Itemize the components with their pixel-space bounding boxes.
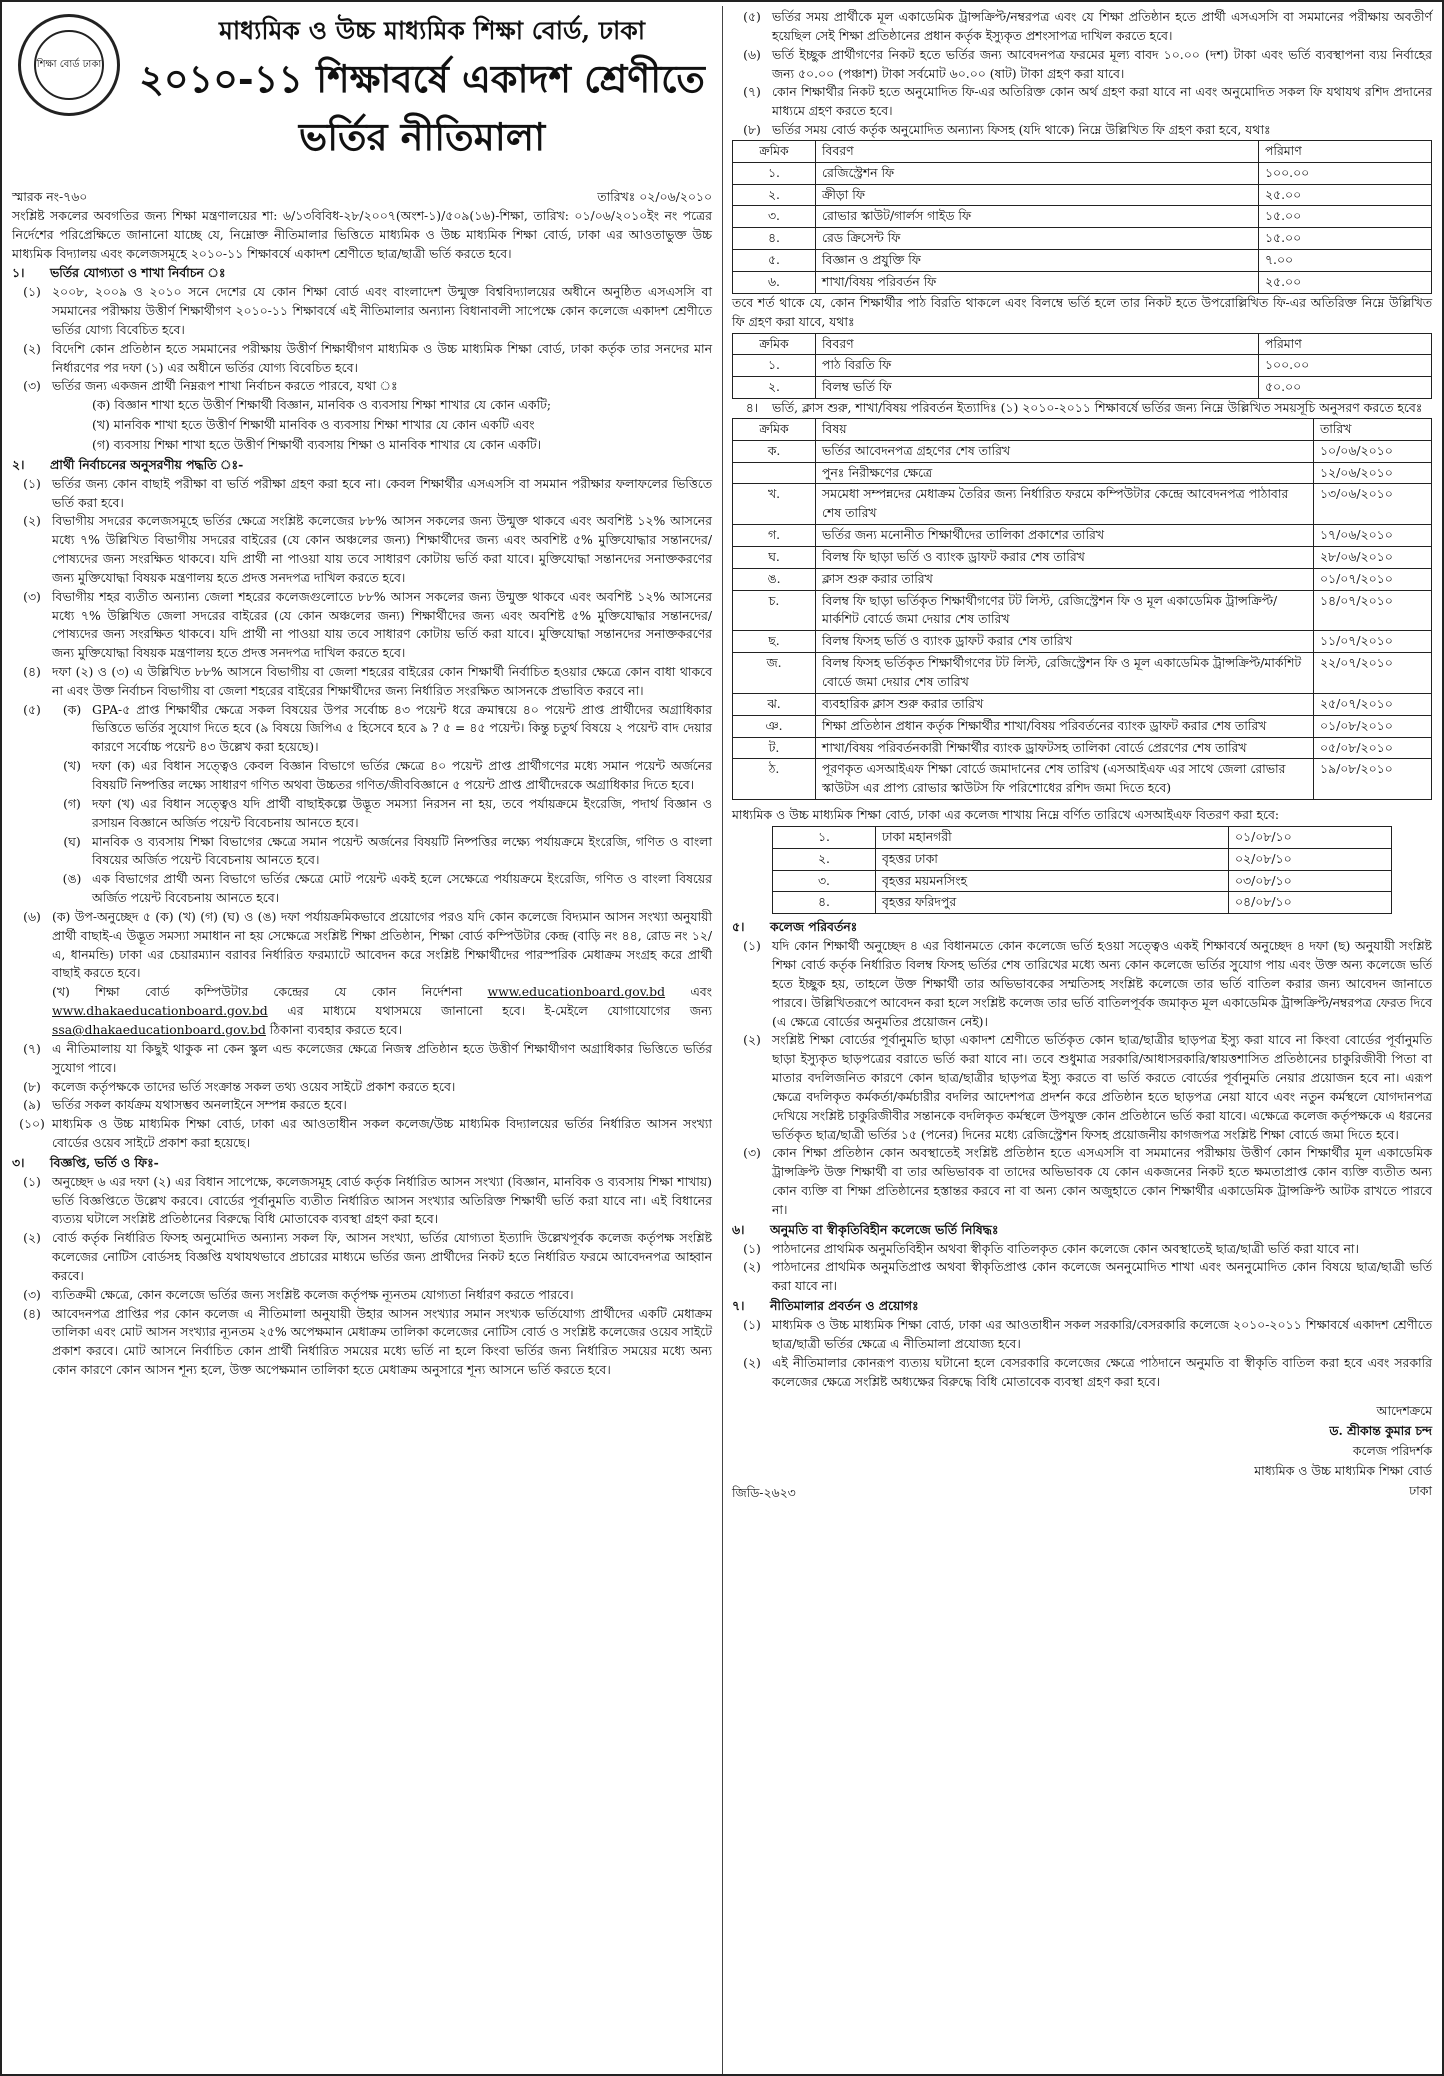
table-row — [773, 892, 1392, 914]
list-item — [12, 512, 712, 587]
title-line-1: ২০১০-১১ শিক্ষাবর্ষে একাদশ শ্রেণীতে — [139, 56, 705, 101]
list-item — [12, 1286, 712, 1305]
item-6b-text-2: এর মাধ্যমে যথাসময়ে জানানো হবে। ই-মেইলে যোগাযোগের জন্য — [287, 1003, 712, 1019]
section-6-heading — [732, 1221, 1432, 1240]
table-cell: ১৫.০০ — [1259, 206, 1432, 228]
list-item — [12, 1173, 712, 1230]
table-row — [773, 870, 1392, 892]
sub-item — [52, 833, 712, 871]
item-number: (৮) — [743, 122, 761, 138]
order-text: আদেশক্রমে — [1376, 1403, 1432, 1419]
table-row — [733, 228, 1432, 250]
table-cell: বিলম্ব ভর্তি ফি — [816, 377, 1259, 399]
section-2-item-6 — [12, 908, 712, 1040]
column-header: ক্রমিক — [733, 140, 816, 162]
table-row — [733, 759, 1432, 800]
list-item — [12, 663, 712, 701]
item-text: বিভাগীয় শহর ব্যতীত অন্যান্য জেলা শহরের কলেজগুলোতে ৮৮% আসন সকলের জন্য উন্মুক্ত থাকবে এবং অবশিষ্ট ১২% আসনের মধ্যে ৭% উল্লিখিত জেলা সদরের বাইরের (যে কোন অঞ্চলের জন্য) শিক্ষার্থীদের জন্য এবং অবশিষ্ট ৫% মুক্তিযোদ্ধার সন্তানদের/পোষ্যদের জন্য সংরক্ষিত থাকবে। যদি প্রার্থী না পাওয়া যায় তবে সাধারণ কোটায় ভর্তি করা যাবে। মুক্তিযোদ্ধা সন্তানদের সনাক্তকরণের জন্য মুক্তিযোদ্ধা বিষয়ক মন্ত্রণালয় হতে প্রদত্ত সনদপত্র দাখিল করতে হবে। — [52, 588, 712, 661]
table-cell: ট. — [733, 737, 816, 759]
item-number: (৯) — [23, 1097, 41, 1113]
item-text: ২০০৮, ২০০৯ ও ২০১০ সনে দেশের যে কোন শিক্ষা বোর্ড এবং বাংলাদেশ উন্মুক্ত বিশ্ববিদ্যালয়ের অধীনে অনুষ্ঠিত এসএসসি বা সমমানের পরীক্ষায় উত্তীর্ণ শিক্ষার্থীগণ ২০১০-১১ শিক্ষাবর্ষে এই নীতিমালার অন্যান্য বিধানাবলী সাপেক্ষে কোন কলেজে একাদশ শ্রেণীতে ভর্তির যোগ্য বিবেচিত হবে। — [52, 284, 712, 337]
table-cell: ০১/০৮/২০১০ — [1314, 715, 1432, 737]
section-4-heading — [732, 399, 1432, 418]
list-item — [732, 1354, 1432, 1392]
table-cell: খ. — [733, 484, 816, 525]
table-cell: শিক্ষা প্রতিষ্ঠান প্রধান কর্তৃক শিক্ষার্থীর শাখা/বিষয় পরিবর্তনের ব্যাংক ড্রাফট করার শেষ তারিখ — [816, 715, 1314, 737]
table-cell: ১৯/০৮/২০১০ — [1314, 759, 1432, 800]
item-number: (৭) — [743, 84, 761, 100]
table-row — [733, 206, 1432, 228]
item-text: মাধ্যমিক ও উচ্চ মাধ্যমিক শিক্ষা বোর্ড, ঢাকা এর আওতাধীন সকল সরকারি/বেসরকারি কলেজে ২০১০-২০১১ শিক্ষাবর্ষে একাদশ শ্রেণীতে ছাত্র/ছাত্রী ভর্তির ক্ষেত্রে এ নীতিমালা প্রযোজ্য হবে। — [772, 1317, 1432, 1351]
header — [12, 8, 712, 186]
memo-line — [12, 188, 712, 207]
title-line-2: ভর্তির নীতিমালা — [298, 114, 546, 159]
dhakaeducationboard-link[interactable]: www.dhakaeducationboard.gov.bd — [52, 1003, 268, 1019]
table-row — [773, 826, 1392, 848]
table-row — [733, 184, 1432, 206]
list-item — [12, 1078, 712, 1097]
table-row — [733, 271, 1432, 293]
table-cell — [733, 462, 816, 484]
list-item — [732, 1031, 1432, 1144]
table-cell: রোভার স্কাউট/গার্লস গাইড ফি — [816, 206, 1259, 228]
item-text: GPA-৫ প্রাপ্ত শিক্ষার্থীর ক্ষেত্রে সকল বিষয়ের উপর সর্বোচ্চ ৪৩ পয়েন্ট ধরে ক্রমান্বয়ে ৪০ পয়েন্ট প্রাপ্ত প্রার্থীদের অগ্রাধিকার ভিত্তিতে ভর্তির সুযোগ দিতে হবে (৯ বিষয়ে জিপিএ ৫ হিসেবে হবে ৯ ? ৫ = ৪৫ পয়েন্ট। কিন্তু চতুর্থ বিষয়ে ২ পয়েন্ট বাদ দেয়ার কারণে সর্বোচ্চ পয়েন্ট ৪৩ উল্লেখ করা হয়েছে)। — [92, 701, 712, 755]
table-row — [733, 631, 1432, 653]
table-cell: ১. — [733, 162, 816, 184]
table-cell: ৬. — [733, 271, 816, 293]
sif-table-body — [773, 826, 1392, 913]
section-7-heading — [732, 1297, 1432, 1316]
table-cell: ৪. — [733, 228, 816, 250]
table-cell: ১৩/০৬/২০১০ — [1314, 484, 1432, 525]
item-number: (গ) — [63, 795, 81, 811]
item-number: (১) — [23, 1173, 41, 1189]
list-item — [12, 1115, 712, 1153]
table-cell: শাখা/বিষয় পরিবর্তনকারী শিক্ষার্থীর ব্যাংক ড্রাফটসহ তালিকা বোর্ডে প্রেরণের শেষ তারিখ — [816, 737, 1314, 759]
section-title: বিজ্ঞপ্তি, ভর্তি ও ফিঃ- — [50, 1154, 159, 1170]
table-cell: ২. — [773, 848, 876, 870]
extra-fee-table — [732, 333, 1432, 400]
list-item — [12, 340, 712, 378]
table-cell: শাখা/বিষয় পরিবর্তন ফি — [816, 271, 1259, 293]
list-item — [732, 937, 1432, 1031]
item-number: (৬) — [743, 46, 761, 62]
section-6-items — [732, 1240, 1432, 1297]
table-cell: ৪. — [773, 892, 876, 914]
table-row — [733, 737, 1432, 759]
section-1-items — [12, 283, 712, 396]
table-cell: ১৫.০০ — [1259, 228, 1432, 250]
item-text: আবেদনপত্র প্রাপ্তির পর কোন কলেজ এ নীতিমালা অনুযায়ী উহার আসন সংখ্যার সমান সংখ্যক ভর্তিযোগ্য প্রার্থীদের একটি মেধাক্রম তালিকা এবং মোট আসন সংখ্যার ন্যূনতম ২৫% অপেক্ষমান মেধাক্রম তালিকা কলেজের নোটিস বোর্ড ও সংশ্লিষ্ট কলেজের ওয়েব সাইটে প্রকাশ করবে। মোট আসনে নির্বাচিত কোন প্রার্থী নির্ধারিত সময়ের মধ্যে ভর্তি না হলে কিংবা ভর্তির জন্য নির্ধারিত সময়ের মধ্যে অন্য কোন কারণে কোন আসন শূন্য হলে, উক্ত অপেক্ষমান তালিকা হতে মেধাক্রম অনুসারে শূন্য আসনে ভর্তি করতে হবে। — [52, 1305, 712, 1378]
item-text: পাঠদানের প্রাথমিক অনুমতিপ্রাপ্ত অথবা স্বীকৃতিপ্রাপ্ত কোন কলেজে অননুমোদিত শাখা এবং অননুমোদিত কোন বিষয়ে ছাত্র/ছাত্রী ভর্তি করা যাবে না। — [772, 1259, 1432, 1294]
section-title: ভর্তির যোগ্যতা ও শাখা নির্বাচন ঃ — [50, 265, 226, 281]
item-number: (৪) — [23, 664, 41, 680]
item-number: (ক) — [62, 701, 82, 717]
item-number: (ঘ) — [63, 833, 81, 849]
item-text: ভর্তির সময় বোর্ড কর্তৃক অনুমোদিত অন্যান্য ফিসহ (যদি থাকে) নিম্নে উল্লিখিত ফি গ্রহণ করা হবে, যথাঃ — [772, 122, 1271, 138]
item-number: (১) — [23, 284, 41, 300]
column-header: ক্রমিক — [733, 418, 816, 440]
table-cell: রেজিস্ট্রেশন ফি — [816, 162, 1259, 184]
table-cell: বৃহত্তর ঢাকা — [876, 848, 1229, 870]
column-divider — [722, 6, 723, 2074]
section-2-items — [12, 475, 712, 701]
section-3-items-continued — [732, 8, 1432, 140]
item-text: মানবিক ও ব্যবসায় শিক্ষা বিভাগের ক্ষেত্রে সমান পয়েন্ট অর্জনের বিষয়টি নিষ্পত্তির লক্ষ্যে পর্যায়ক্রমে ইংরেজি, গণিত ও বাংলা বিষয়ের অর্জিত পয়েন্ট বিবেচনায় আনতে হবে। — [92, 833, 712, 868]
item-text: দফা (খ) এর বিধান সত্ত্বেও যদি প্রার্থী বাছাইকল্পে উদ্ভূত সমস্যা নিরসন না হয়, তবে পর্যায়ক্রমে ইংরেজি, পদার্থ বিজ্ঞান ও রসায়ন বিজ্ঞানে অর্জিত পয়েন্ট বিবেচনায় আনতে হবে। — [92, 795, 712, 830]
item-text: যদি কোন শিক্ষার্থী অনুচ্ছেদ ৪ এর বিধানমতে কোন কলেজে ভর্তি হওয়া সত্ত্বেও একই শিক্ষাবর্ষে অনুচ্ছেদ ৪ দফা (ছ) অনুযায়ী সংশ্লিষ্ট শিক্ষা বোর্ড কর্তৃক নির্ধারিত বিলম্ব ফিসহ ভর্তির শেষ তারিখের মধ্যে অন্য কোন কলেজে ভর্তির সুযোগ পায় এবং উক্ত অন্য কলেজে ভর্তি হতে ইচ্ছুক হয়, তাহলে উক্ত শিক্ষার্থী তার অভিভাবকের সম্মতিসহ সংশ্লিষ্ট কলেজে তার ভর্তি বাতিল করার জন্য আবেদন জানাতে পারবে। উল্লিখিতরূপে আবেদন করা হলে সংশ্লিষ্ট কলেজ তার ভর্তি বাতিলপূর্বক জমাকৃত মূল একাডেমিক ট্রান্সক্রিপ্ট/নম্বরপত্র ফেরত দিবে (এ ক্ষেত্রে বোর্ডের অনুমতির প্রয়োজন নেই)। — [772, 938, 1432, 1029]
table-cell: ০৩/০৮/১০ — [1229, 870, 1392, 892]
item-text: কলেজ কর্তৃপক্ষকে তাদের ভর্তি সংক্রান্ত সকল তথ্য ওয়েব সাইটে প্রকাশ করতে হবে। — [52, 1078, 456, 1094]
table-row — [733, 590, 1432, 631]
table-cell: ১০০.০০ — [1259, 162, 1432, 184]
item-number: (৫) — [23, 701, 41, 717]
memo-date: তারিখঃ ০২/০৬/২০১০ — [597, 189, 712, 204]
section-number: ২। — [12, 456, 25, 472]
table-cell: ০১/০৮/১০ — [1229, 826, 1392, 848]
table-cell: ঘ. — [733, 546, 816, 568]
schedule-table-body — [733, 440, 1432, 799]
list-item — [12, 1229, 712, 1286]
item-number: (খ) — [63, 758, 81, 774]
table-cell: ২. — [733, 377, 816, 399]
fee-table — [732, 140, 1432, 294]
table-row — [733, 462, 1432, 484]
section-title: কলেজ পরিবর্তনঃ — [770, 919, 858, 935]
table-cell: ৩. — [733, 206, 816, 228]
item-number: (৬) — [23, 908, 41, 924]
section-4-text: ভর্তি, ক্লাস শুরু, শাখা/বিষয় পরিবর্তন ইত্যাদিঃ (১) ২০১০-২০১১ শিক্ষাবর্ষে ভর্তির জন্য নিম্নে উল্লিখিত সময়সূচি অনুসরণ করতে হবেঃ — [772, 400, 1423, 416]
table-row — [733, 355, 1432, 377]
item-number: (৮) — [23, 1078, 41, 1094]
list-item — [732, 8, 1432, 46]
table-cell: ০৪/০৮/১০ — [1229, 892, 1392, 914]
column-header: পরিমাণ — [1259, 140, 1432, 162]
item-6b-text: (খ) শিক্ষা বোর্ড কম্পিউটার কেন্দ্রের যে কোন নির্দেশনা — [52, 984, 463, 1000]
fee-table-body — [733, 162, 1432, 293]
section-7-items — [732, 1316, 1432, 1391]
table-cell: বিজ্ঞান ও প্রযুক্তি ফি — [816, 250, 1259, 272]
list-item — [732, 1316, 1432, 1354]
table-cell: ২৮/০৬/২০১০ — [1314, 546, 1432, 568]
section-number: ৩। — [12, 1154, 25, 1170]
table-cell: ২. — [733, 184, 816, 206]
fee-note: তবে শর্ত থাকে যে, কোন শিক্ষার্থীর পাঠ বিরতি থাকলে এবং বিলম্বে ভর্তি হলে তার নিকট হতে উপরোল্লিখিত ফি-এর অতিরিক্ত নিম্নে উল্লিখিত ফি গ্রহণ করা যাবে, যথাঃ — [732, 294, 1432, 329]
table-row — [733, 525, 1432, 547]
table-cell: সমমেধা সম্পন্নদের মেধাক্রম তৈরির জন্য নির্ধারিত ফরমে কম্পিউটার কেন্দ্রে আবেদনপত্র পাঠাবার শেষ তারিখ — [816, 484, 1314, 525]
table-cell: পুনঃ নিরীক্ষণের ক্ষেত্রে — [816, 462, 1314, 484]
table-row — [733, 715, 1432, 737]
table-cell: ১০০.০০ — [1259, 355, 1432, 377]
sub-item — [52, 795, 712, 833]
table-cell: ক্রীড়া ফি — [816, 184, 1259, 206]
table-cell: বৃহত্তর ময়মনসিংহ — [876, 870, 1229, 892]
list-item — [12, 1096, 712, 1115]
section-1-heading — [12, 264, 712, 283]
section-2-item-5-subitems — [12, 701, 712, 908]
item-text: এক বিভাগের প্রার্থী অন্য বিভাগে ভর্তির ক্ষেত্রে মোট পয়েন্ট একই হলে সেক্ষেত্রে পর্যায়ক্রমে ইংরেজি, গণিত ও বাংলা বিষয়ের অর্জিত পয়েন্ট বিবেচনায় আনতে হবে। — [92, 871, 712, 906]
table-cell: ছ. — [733, 631, 816, 653]
branch-item: (গ) ব্যবসায় শিক্ষা শাখা হতে উত্তীর্ণ শিক্ষার্থী ব্যবসায় শিক্ষা ও মানবিক শাখার যে কোন একটি। — [92, 436, 542, 452]
list-item — [12, 1040, 712, 1078]
item-number: (৫) — [743, 9, 761, 24]
table-cell: ৭.০০ — [1259, 250, 1432, 272]
item-text: ভর্তির সকল কার্যক্রম যথাসম্ভব অনলাইনে সম্পন্ন করতে হবে। — [52, 1097, 347, 1113]
item-text: ভর্তির জন্য একজন প্রার্থী নিম্নরূপ শাখা নির্বাচন করতে পারবে, যথা ঃ — [52, 378, 398, 394]
table-cell: রেড ক্রিসেন্ট ফি — [816, 228, 1259, 250]
intro-paragraph: সংশ্লিষ্ট সকলের অবগতির জন্য শিক্ষা মন্ত্রণালয়ের শা: ৬/১৩বিবিধ-২৮/২০০৭(অংশ-১)/৫০৯(১৬)-শিক্ষা, তারিখ: ০১/০৬/২০১০ইং নং পত্রের নির্দেশের পরিপ্রেক্ষিতে জানানো যাচ্ছে যে, নিম্নোক্ত নীতিমালার ভিত্তিতে মাধ্যমিক ও উচ্চ মাধ্যমিক শিক্ষা বোর্ড, ঢাকা এর আওতাভুক্ত উচ্চ মাধ্যমিক বিদ্যালয় এবং কলেজসমূহে ২০১০-১১ শিক্ষাবর্ষে একাদশ শ্রেণীতে ছাত্র/ছাত্রী ভর্তি করতে হবে। — [12, 207, 712, 261]
item-number: (২) — [743, 1032, 761, 1048]
extra-fee-table-header — [733, 333, 1432, 355]
item-number: (২) — [23, 513, 41, 529]
table-cell: পাঠ বিরতি ফি — [816, 355, 1259, 377]
table-cell: ঞ. — [733, 715, 816, 737]
list-item — [12, 377, 712, 396]
table-row — [733, 693, 1432, 715]
item-number: (১) — [23, 475, 41, 491]
item-text: বিদেশি কোন প্রতিষ্ঠান হতে সমমানের পরীক্ষায় উত্তীর্ণ শিক্ষার্থীগণ মাধ্যমিক ও উচ্চ মাধ্যমিক শিক্ষা বোর্ড, ঢাকা কর্তৃক তার সনদের মান নির্ধারণের পর দফা (১) এর অধীনে ভর্তির যোগ্য বিবেচিত হবে। — [52, 340, 712, 375]
item-number: (৩) — [23, 1286, 41, 1302]
table-row — [733, 162, 1432, 184]
extra-fee-table-body — [733, 355, 1432, 399]
signatory-name: ড. শ্রীকান্ত কুমার চন্দ — [1329, 1423, 1432, 1439]
table-cell: ০১/০৭/২০১০ — [1314, 568, 1432, 590]
section-3-heading — [12, 1154, 712, 1173]
item-number: (১০) — [19, 1116, 45, 1132]
table-cell: ১২/০৬/২০১০ — [1314, 462, 1432, 484]
list-item — [732, 46, 1432, 84]
branch-item: (ক) বিজ্ঞান শাখা হতে উত্তীর্ণ শিক্ষার্থী বিজ্ঞান, মানবিক ও ব্যবসায় শিক্ষা শাখার যে কোন একটি; — [92, 397, 552, 413]
item-text: এই নীতিমালার কোনরূপ ব্যত্যয় ঘটানো হলে বেসরকারি কলেজের ক্ষেত্রে পাঠদানে অনুমতি বা স্বীকৃতি বাতিল করা হবে এবং সরকারি কলেজের ক্ষেত্রে সংশ্লিষ্ট অধ্যক্ষের বিরুদ্ধে বিধি মোতাবেক ব্যবস্থা গ্রহণ করা হবে। — [772, 1354, 1432, 1389]
section-title: নীতিমালার প্রবর্তন ও প্রয়োগঃ — [770, 1298, 919, 1314]
item-text: ভর্তির সময় প্রার্থীকে মূল একাডেমিক ট্রান্সক্রিপ্ট/নম্বরপত্র এবং যে শিক্ষা প্রতিষ্ঠান হতে প্রার্থী এসএসসি বা সমমানের পরীক্ষায় অবতীর্ণ হয়েছিল সেই শিক্ষা প্রতিষ্ঠানের প্রধান কর্তৃক ইস্যুকৃত প্রশংসাপত্র দাখিল করতে হবে। — [772, 9, 1432, 43]
branch-list — [92, 396, 712, 455]
item-number: (৩) — [743, 1145, 761, 1161]
table-row — [733, 653, 1432, 694]
table-cell: ২৫.০০ — [1259, 184, 1432, 206]
item-number: (৩) — [23, 588, 41, 604]
sub-item — [52, 701, 712, 758]
sif-note: মাধ্যমিক ও উচ্চ মাধ্যমিক শিক্ষা বোর্ড, ঢাকা এর কলেজ শাখায় নিম্নে বর্ণিত তারিখে এসআইএফ বিতরণ করা হবে: — [732, 807, 1280, 823]
table-cell: ভর্তির জন্য মনোনীত শিক্ষার্থীদের তালিকা প্রকাশের তারিখ — [816, 525, 1314, 547]
fee-table-header — [733, 140, 1432, 162]
list-item — [12, 283, 712, 340]
table-cell: বিলম্ব ফিসহ ভর্তিকৃত শিক্ষার্থীগণের টট লিস্ট, রেজিস্ট্রেশন ফি ও মূল একাডেমিক ট্রান্সক্রিপ্ট/মার্কশিট বোর্ডে জমা দেয়ার শেষ তারিখ — [816, 653, 1314, 694]
board-name: মাধ্যমিক ও উচ্চ মাধ্যমিক শিক্ষা বোর্ড, ঢাকা — [219, 16, 645, 45]
table-cell: ব্যবহারিক ক্লাস শুরু করার তারিখ — [816, 693, 1314, 715]
section-3-items — [12, 1173, 712, 1380]
column-header: বিষয় — [816, 418, 1314, 440]
list-item — [12, 475, 712, 513]
table-cell: ১. — [733, 355, 816, 377]
item-text: পাঠদানের প্রাথমিক অনুমতিবিহীন অথবা স্বীকৃতি বাতিলকৃত কোন কলেজে কোন অবস্থাতেই ছাত্র/ছাত্রী ভর্তি করা যাবে না। — [772, 1240, 1359, 1256]
email-link[interactable]: ssa@dhakaeducationboard.gov.bd — [52, 1021, 266, 1037]
sif-distribution-table — [772, 826, 1392, 914]
column-header: বিবরণ — [816, 333, 1259, 355]
item-number: (২) — [743, 1354, 761, 1370]
column-header: বিবরণ — [816, 140, 1259, 162]
table-cell: বৃহত্তর ফরিদপুর — [876, 892, 1229, 914]
schedule-table — [732, 418, 1432, 800]
section-number: ৬। — [732, 1221, 745, 1237]
table-cell: ২৫/০৭/২০১০ — [1314, 693, 1432, 715]
table-cell: ক. — [733, 440, 816, 462]
table-row — [773, 848, 1392, 870]
table-cell: ২২/০৭/২০১০ — [1314, 653, 1432, 694]
signatory-designation: কলেজ পরিদর্শক — [1352, 1443, 1432, 1459]
item-text: ব্যতিক্রমী ক্ষেত্রে, কোন কলেজে ভর্তির জন্য সংশ্লিষ্ট কলেজ কর্তৃপক্ষ ন্যূনতম যোগ্যতা নির্ধারণ করতে পারবে। — [52, 1286, 574, 1302]
signatory-office: মাধ্যমিক ও উচ্চ মাধ্যমিক শিক্ষা বোর্ড — [1254, 1462, 1432, 1478]
list-item — [732, 121, 1432, 140]
section-number: ৭। — [732, 1298, 745, 1314]
schedule-table-header — [733, 418, 1432, 440]
item-text: দফা (ক) এর বিধান সত্ত্বেও কেবল বিজ্ঞান বিভাগে ভর্তির ক্ষেত্রে ৪০ পয়েন্ট প্রাপ্ত প্রার্থীগণের মধ্যে সমান পয়েন্ট অর্জনের বিষয়টি নিষ্পত্তির লক্ষ্যে সাধারণ গণিত অথবা উচ্চতর গণিত/জীববিজ্ঞানে ৫ পয়েন্ট প্রাপ্ত প্রার্থীদেরকে অগ্রাধিকার দিতে হবে। — [92, 758, 712, 792]
section-title: অনুমতি বা স্বীকৃতিবিহীন কলেজে ভর্তি নিষিদ্ধঃ — [770, 1221, 999, 1237]
branch-item: (খ) মানবিক শাখা হতে উত্তীর্ণ শিক্ষার্থী মানবিক ও ব্যবসায় শিক্ষা শাখার যে কোন একটি এবং — [92, 417, 535, 433]
section-number: ১। — [12, 265, 25, 281]
table-cell: ১০/০৬/২০১০ — [1314, 440, 1432, 462]
table-row — [733, 250, 1432, 272]
list-item — [12, 588, 712, 663]
item-text: দফা (২) ও (৩) এ উল্লিখিত ৮৮% আসনে বিভাগীয় বা জেলা শহরের বাইরের কোন শিক্ষার্থী নির্বাচিত হওয়ার ক্ষেত্রে কোন বাধা থাকবে না এবং উক্ত নির্বাচন বিভাগীয় বা জেলা শহরের বাইরের শিক্ষার্থীদের জন্য নির্ধারিত সংরক্ষিত আসনকে প্রভাবিত করবে না। — [52, 664, 712, 698]
table-cell: চ. — [733, 590, 816, 631]
logo-text: শিক্ষা বোর্ড ঢাকা — [34, 30, 104, 100]
table-row — [733, 568, 1432, 590]
item-number: (৩) — [23, 378, 41, 394]
section-title: প্রার্থী নির্বাচনের অনুসরণীয় পদ্ধতি ঃ- — [50, 456, 244, 472]
table-cell: ঙ. — [733, 568, 816, 590]
table-cell: ৫. — [733, 250, 816, 272]
table-cell: ঢাকা মহানগরী — [876, 826, 1229, 848]
item-number: (২) — [23, 1230, 41, 1246]
item-text: কোন শিক্ষা প্রতিষ্ঠান কোন অবস্থাতেই সংশ্লিষ্ট প্রতিষ্ঠান হতে এসএসসি বা সমমানের পরীক্ষায় উত্তীর্ণ কোন শিক্ষার্থীর মূল একাডেমিক ট্রান্সক্রিপ্ট উক্ত শিক্ষার্থী বা তার অভিভাবক বা তাদের অভিভাবক যে কোন একজনের নিকট হতে ক্ষমতাপ্রাপ্ত কোন ব্যক্তি ব্যতীত অন্য কোন ব্যক্তি বা শিক্ষা প্রতিষ্ঠানের হস্তান্তর করবে না বা অন্য কোন অজুহাতে কোন শিক্ষার্থীর একাডেমিক ট্রান্সক্রিপ্ট আটক রাখতে পারবে না। — [772, 1145, 1432, 1217]
table-cell: বিলম্ব ফিসহ ভর্তি ও ব্যাংক ড্রাফট করার শেষ তারিখ — [816, 631, 1314, 653]
table-cell: গ. — [733, 525, 816, 547]
sub-item — [52, 870, 712, 908]
item-number: (২) — [743, 1259, 761, 1275]
column-header: তারিখ — [1314, 418, 1432, 440]
list-item — [732, 83, 1432, 121]
table-cell: ০২/০৮/১০ — [1229, 848, 1392, 870]
signature-block — [732, 1401, 1432, 1500]
table-row — [733, 440, 1432, 462]
table-cell: ৩. — [773, 870, 876, 892]
gd-number: জিডি-২৬২৩ — [732, 1484, 796, 1500]
table-cell: ২৫.০০ — [1259, 271, 1432, 293]
list-item — [732, 1240, 1432, 1259]
table-cell: ঝ. — [733, 693, 816, 715]
section-number: ৫। — [732, 919, 745, 935]
educationboard-link[interactable]: www.educationboard.gov.bd — [487, 984, 666, 1000]
item-number: (৪) — [23, 1305, 41, 1321]
item-6b-text-3: ঠিকানা ব্যবহার করতে হবে। — [269, 1021, 403, 1037]
section-2-items-7-10 — [12, 1040, 712, 1153]
list-item — [732, 1258, 1432, 1296]
table-cell: ১. — [773, 826, 876, 848]
table-cell: জ. — [733, 653, 816, 694]
column-header: ক্রমিক — [733, 333, 816, 355]
column-header: পরিমাণ — [1259, 333, 1432, 355]
item-text: ভর্তি ইচ্ছুক প্রার্থীগণের নিকট হতে ভর্তির জন্য আবেদনপত্র ফরমের মূল্য বাবদ ১০.০০ (দশ) টাকা এবং ভর্তি ব্যবস্থাপনা ব্যয় নির্বাহের জন্য ৫০.০০ (পঞ্চাশ) টাকা সর্বমোট ৬০.০০ (ষাট) টাকা গ্রহণ করা যাবে। — [772, 46, 1432, 81]
item-number: (ঙ) — [62, 871, 82, 887]
and-text: এবং — [690, 984, 712, 1000]
sub-item — [52, 757, 712, 795]
table-cell: বিলম্ব ফি ছাড়া ভর্তি ও ব্যাংক ড্রাফট করার শেষ তারিখ — [816, 546, 1314, 568]
table-cell: ভর্তির আবেদনপত্র গ্রহণের শেষ তারিখ — [816, 440, 1314, 462]
table-cell: ঠ. — [733, 759, 816, 800]
table-row — [733, 546, 1432, 568]
item-text: অনুচ্ছেদ ৬ এর দফা (২) এর বিধান সাপেক্ষে, কলেজসমূহ বোর্ড কর্তৃক নির্ধারিত আসন সংখ্যা (বিজ্ঞান, মানবিক ও ব্যবসায় শিক্ষা শাখায়) ভর্তি বিজ্ঞপ্তিতে উল্লেখ করবে। বোর্ডের পূর্বানুমতি ব্যতীত নির্ধারিত আসন সংখ্যার অতিরিক্ত শিক্ষার্থী ভর্তি করা যাবে না। এই বিধানের ব্যত্যয় ঘটালে সংশ্লিষ্ট প্রতিষ্ঠানের বিরুদ্ধে বিধি মোতাবেক ব্যবস্থা গ্রহণ করা হবে। — [52, 1173, 712, 1227]
table-row — [733, 377, 1432, 399]
section-number: ৪। — [745, 400, 759, 416]
item-text: মাধ্যমিক ও উচ্চ মাধ্যমিক শিক্ষা বোর্ড, ঢাকা এর আওতাধীন সকল কলেজ/উচ্চ মাধ্যমিক বিদ্যালয়ের ভর্তির নির্ধারিত আসন সংখ্যা বোর্ডের ওয়েব সাইটে প্রকাশ করা হয়েছে। — [52, 1116, 712, 1151]
list-item — [732, 1144, 1432, 1219]
table-cell: বিলম্ব ফি ছাড়া ভর্তিকৃত শিক্ষার্থীগণের টট লিস্ট, রেজিস্ট্রেশন ফি ও মূল একাডেমিক ট্রান্সক্রিপ্ট/মার্কশিট বোর্ডে জমা দেয়ার শেষ তারিখ — [816, 590, 1314, 631]
item-text: বিভাগীয় সদরের কলেজসমূহে ভর্তির ক্ষেত্রে সংশ্লিষ্ট কলেজের ৮৮% আসন সকলের জন্য উন্মুক্ত থাকবে এবং অবশিষ্ট ১২% আসনের মধ্যে ৭% উল্লিখিত বিভাগীয় সদরের বাইরের (যে কোন অঞ্চলের জন্য) শিক্ষার্থীদের জন্য এবং অবশিষ্ট ৫% মুক্তিযোদ্ধার সন্তানদের/পোষ্যদের জন্য সংরক্ষিত থাকবে। যদি প্রার্থী না পাওয়া যায় তবে সাধারণ কোটায় ভর্তি করা যাবে। মুক্তিযোদ্ধা সন্তানদের সনাক্তকরণের জন্য মুক্তিযোদ্ধা বিষয়ক মন্ত্রণালয় হতে প্রদত্ত সনদপত্র দাখিল করতে হবে। — [52, 513, 712, 585]
section-5-items — [732, 937, 1432, 1220]
item-number: (২) — [23, 340, 41, 356]
right-column — [732, 8, 1432, 1501]
item-number: (৭) — [23, 1040, 41, 1056]
item-text: বোর্ড কর্তৃক নির্ধারিত ফিসহ অনুমোদিত অন্যান্য সকল ফি, আসন সংখ্যা, ভর্তির যোগ্যতা ইত্যাদি উল্লেখপূর্বক কলেজ কর্তৃপক্ষ সংশ্লিষ্ট কলেজের নোটিস বোর্ডসহ বিজ্ঞপ্তি যথাযথভাবে প্রচারের মাধ্যমে ভর্তির জন্য প্রার্থীদের নিকট হতে নির্ধারিত ফরমে আবেদনপত্র আহ্বান করবে। — [52, 1230, 712, 1283]
table-cell: পূরণকৃত এসআইএফ শিক্ষা বোর্ডে জমাদানের শেষ তারিখ (এসআইএফ এর সাথে জেলা রোভার স্কাউটস এর প্রাপ্য রোভার স্কাউটস ফি পরিশোধের রশিদ জমা দিতে হবে) — [816, 759, 1314, 800]
item-text: সংশ্লিষ্ট শিক্ষা বোর্ডের পূর্বানুমতি ছাড়া একাদশ শ্রেণীতে ভর্তিকৃত কোন ছাত্র/ছাত্রীর ছাড়পত্র ইস্যু করা যাবে না কিংবা বোর্ডের পূর্বানুমতি ছাড়া ইস্যুকৃত ছাড়পত্রের বরাতে ভর্তি করা যাবে না। তবে শুধুমাত্র সরকারি/আধাসরকারি/স্বায়ত্তশাসিত প্রতিষ্ঠানের চাকুরিজীবী পিতা বা মাতার বদলিজনিত কারণে কোন ছাত্র/ছাত্রীর ছাড়পত্র ইস্যু করতে বা ভর্তি করতে বোর্ডের পূর্বানুমতি নেয়ার প্রয়োজন হবে না। এরূপ ক্ষেত্রে বদলিকৃত কর্মকর্তা/কর্মচারীর বদলির আদেশপত্র প্রদর্শন করে প্রতিষ্ঠান হতে ছাড়পত্র নেয়া যাবে এবং নতুন কর্মস্থলে যোগদানপত্র দেখিয়ে সংশ্লিষ্ট চাকুরিজীবীর সন্তানকে বদলিকৃত কর্মস্থলে উপযুক্ত কোন প্রতিষ্ঠানে ভর্তি করা যাবে। এক্ষেত্রে কলেজ কর্তৃপক্ষকে এ ধরনের ভর্তিকৃত ছাত্র/ছাত্রী ভর্তির ১৫ (পনের) দিনের মধ্যে রেজিস্ট্রেশন ফিসহ প্রয়োজনীয় কাগজপত্র সংশ্লিষ্ট শিক্ষা বোর্ডে জমা দিতে হবে। — [772, 1032, 1432, 1142]
item-number: (১) — [743, 1317, 761, 1332]
table-cell: ১৪/০৭/২০১০ — [1314, 590, 1432, 631]
table-row — [733, 484, 1432, 525]
table-cell: ১৭/০৬/২০১০ — [1314, 525, 1432, 547]
item-text: কোন শিক্ষার্থীর নিকট হতে অনুমোদিত ফি-এর অতিরিক্ত কোন অর্থ গ্রহণ করা যাবে না এবং অনুমোদিত সকল ফি যথাযথ রশিদ প্রদানের মাধ্যমে গ্রহণ করতে হবে। — [772, 84, 1432, 119]
section-2-heading — [12, 456, 712, 475]
table-cell: ১১/০৭/২০১০ — [1314, 631, 1432, 653]
memo-number: স্মারক নং-৭৬০ — [12, 189, 88, 204]
section-5-heading — [732, 918, 1432, 937]
list-item — [12, 1305, 712, 1380]
signatory-city: ঢাকা — [1409, 1482, 1432, 1498]
item-6a-text: (ক) উপ-অনুচ্ছেদ ৫ (ক) (খ) (গ) (ঘ) ও (ঙ) দফা পর্যায়ক্রমিকভাবে প্রয়োগের পরও যদি কোন কলেজে বিদ্যমান আসন সংখ্যা অনুযায়ী প্রার্থী বাছাই-এ উদ্ভূত সমস্যা সমাধান না হয় সেক্ষেত্রে সংশ্লিষ্ট শিক্ষা প্রতিষ্ঠান, শিক্ষা বোর্ড কম্পিউটার কেন্দ্র (বাড়ি নং ৪৪, রোড নং ১২/এ, ধানমন্ডি) ঢাকা এর চেয়ারম্যান বরাবর নির্ধারিত ফরম্যাটে আবেদন করে সংশ্লিষ্ট শিক্ষার্থীদের পারস্পরিক মেধাক্রম সংগ্রহ করে প্রার্থী বাছাই করতে হবে। — [52, 908, 712, 981]
table-cell: ক্লাস শুরু করার তারিখ — [816, 568, 1314, 590]
left-column — [12, 8, 712, 1380]
table-cell: ৫০.০০ — [1259, 377, 1432, 399]
item-text: এ নীতিমালায় যা কিছুই থাকুক না কেন স্কুল এন্ড কলেজের ক্ষেত্রে নিজস্ব প্রতিষ্ঠান হতে উত্তীর্ণ শিক্ষার্থীগণ অগ্রাধিকার ভিত্তিতে ভর্তির সুযোগ পাবে। — [52, 1040, 712, 1075]
board-logo-icon — [18, 14, 120, 116]
item-text: ভর্তির জন্য কোন বাছাই পরীক্ষা বা ভর্তি পরীক্ষা গ্রহণ করা হবে না। কেবল শিক্ষার্থীর এসএসসি বা সমমান পরীক্ষার ফলাফলের ভিত্তিতে ভর্তি করা হবে। — [52, 475, 712, 510]
item-number: (১) — [743, 938, 761, 954]
table-cell: ০৫/০৮/২০১০ — [1314, 737, 1432, 759]
item-number: (১) — [743, 1240, 761, 1256]
